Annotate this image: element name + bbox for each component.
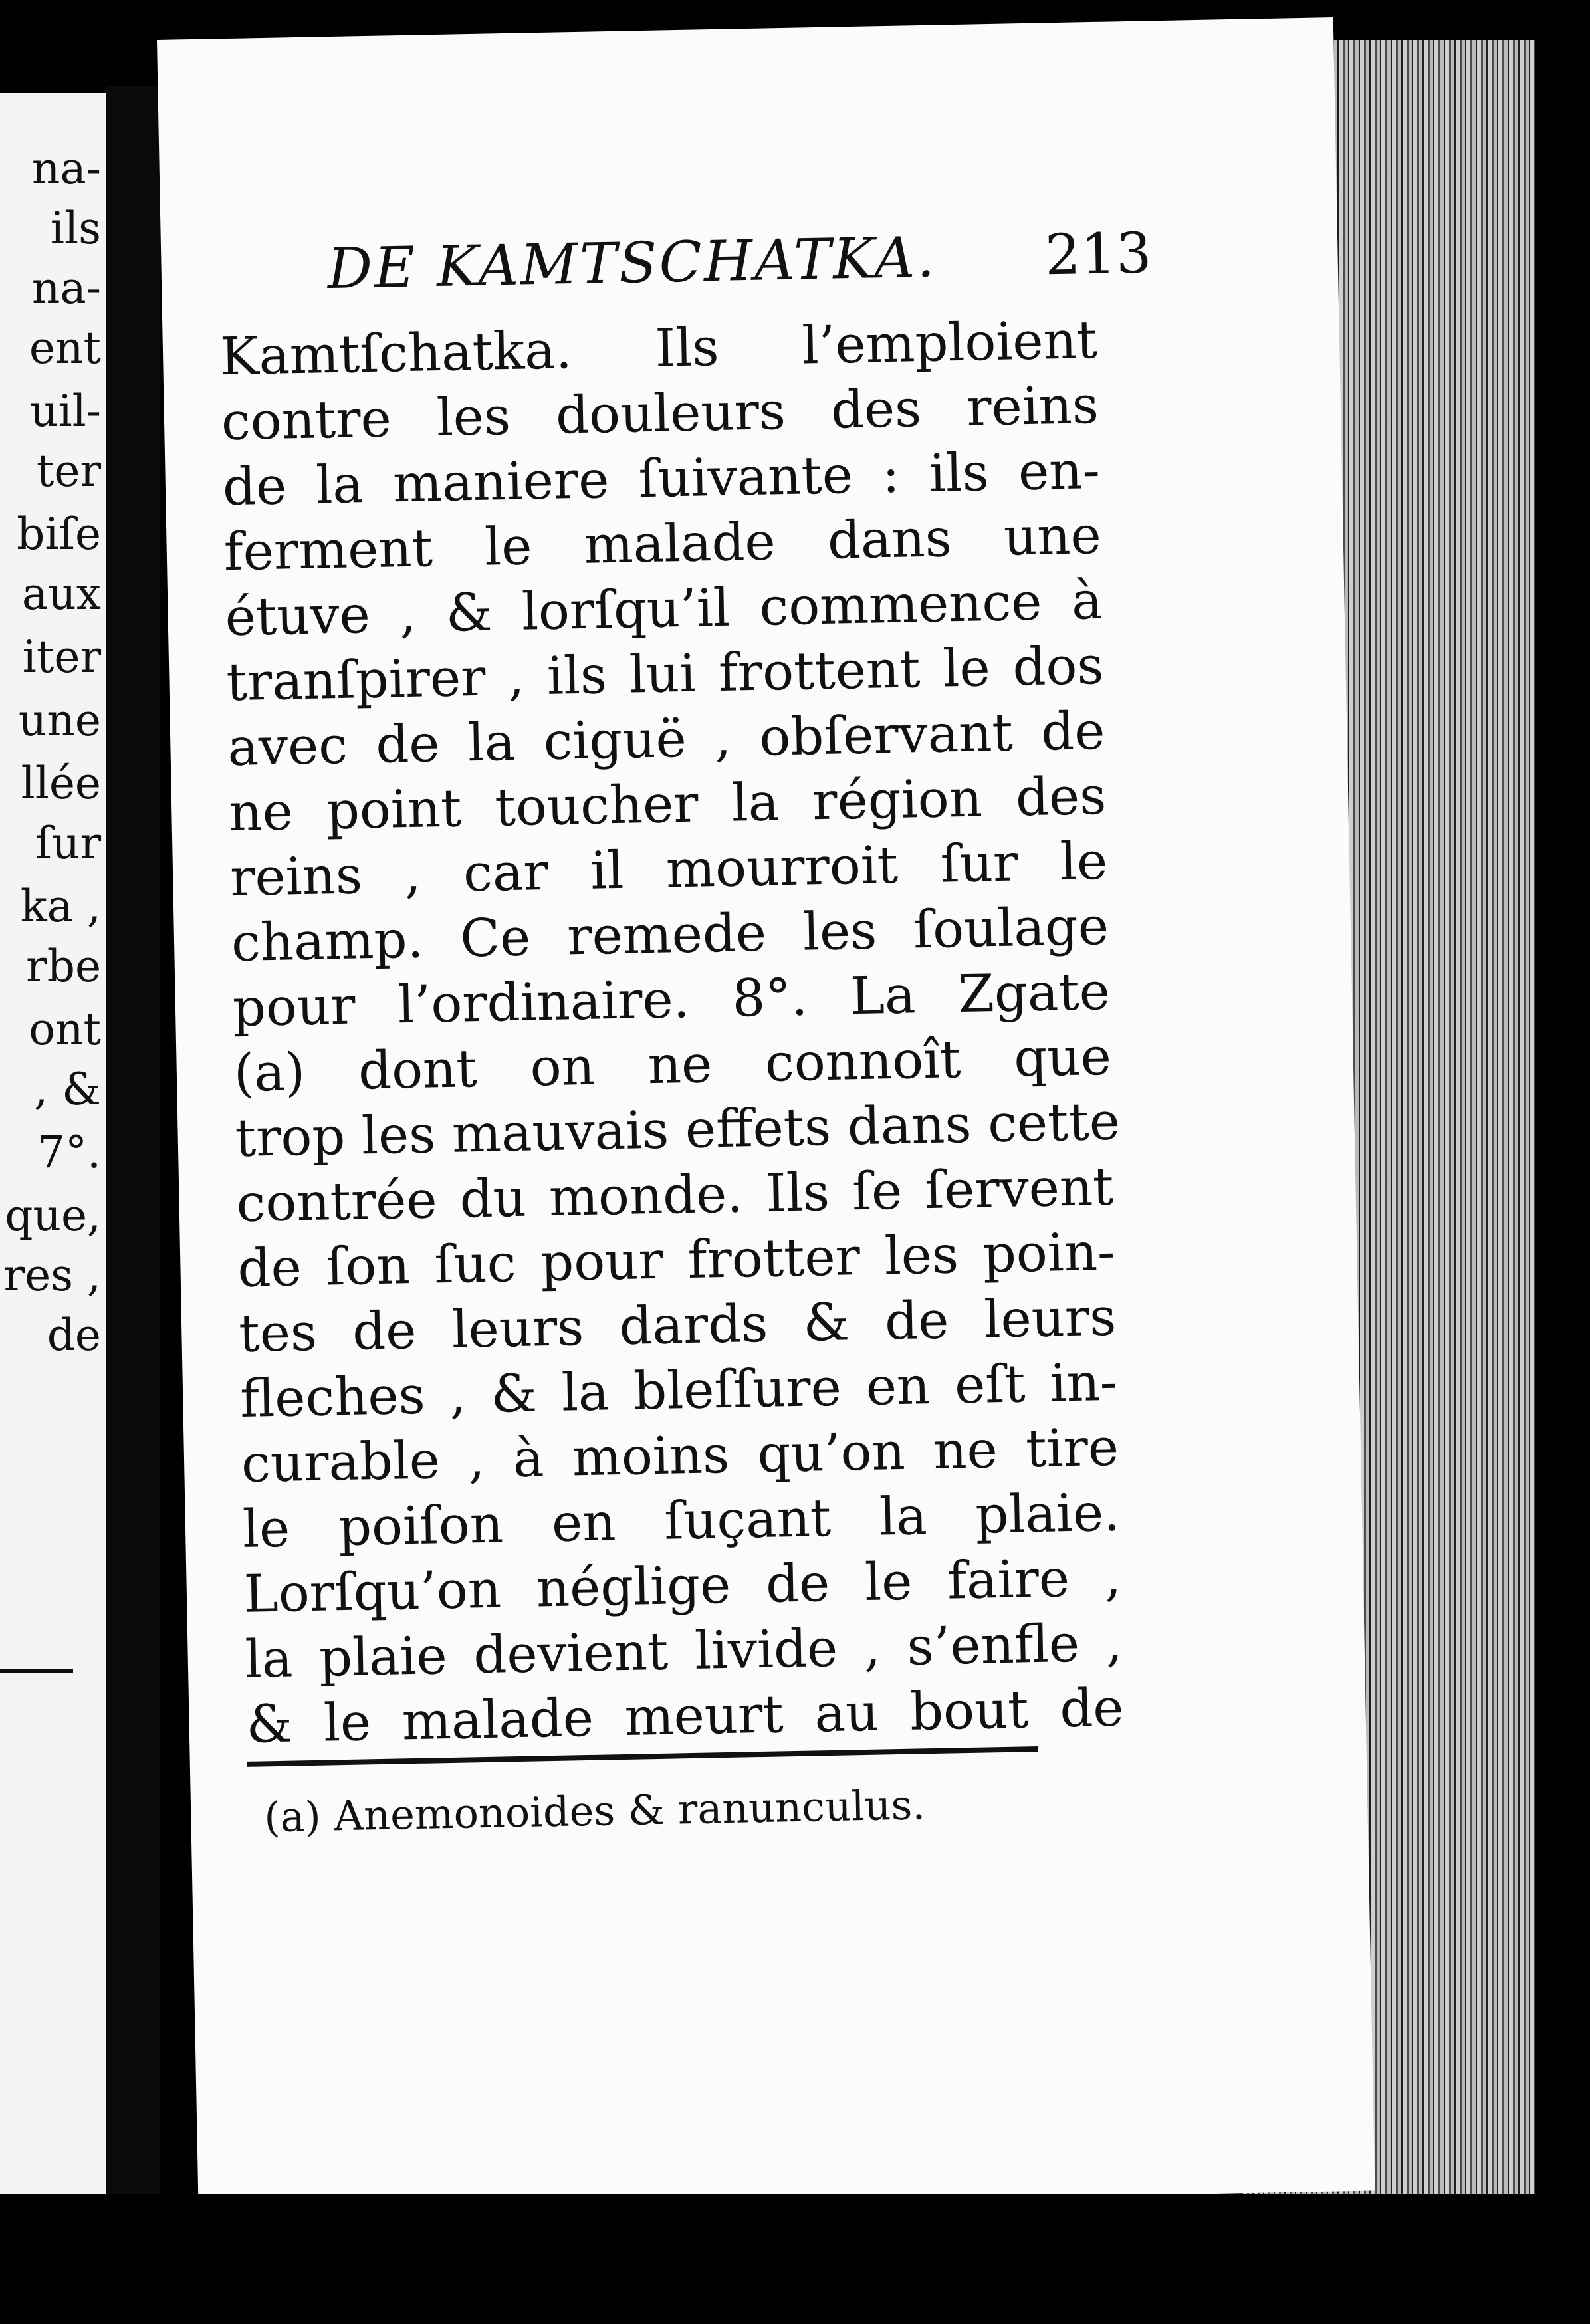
left-fragment: 7°. bbox=[37, 1127, 101, 1178]
left-fragment: uil- bbox=[29, 386, 101, 437]
text-line: pour l’ordinaire. 8°. La Zgate bbox=[232, 961, 1111, 1039]
left-fragment: ter bbox=[36, 445, 101, 497]
text-line: curable , à moins qu’on ne tire bbox=[241, 1417, 1119, 1494]
left-fragment: res , bbox=[3, 1250, 101, 1301]
book-page bbox=[157, 17, 1375, 2213]
text-line: (a) dont on ne connoît que bbox=[233, 1026, 1112, 1104]
text-line: contrée du monde. Ils ſe ſervent bbox=[235, 1157, 1115, 1234]
text-line: Lorſqu’on néglige de le faire , bbox=[243, 1548, 1122, 1625]
left-fragment: llée bbox=[21, 758, 101, 809]
text-line: trop les mauvais effets dans cette bbox=[234, 1092, 1121, 1169]
left-fragment: biſe bbox=[17, 509, 101, 560]
text-line: de la maniere ſuivante : ils en- bbox=[222, 440, 1101, 518]
text-line: fleches , & la bleſſure en eſt in- bbox=[239, 1352, 1118, 1429]
body-text bbox=[219, 308, 1124, 1758]
left-fragment: de bbox=[47, 1310, 101, 1361]
text-line: avec de la ciguë , obſervant de bbox=[227, 701, 1106, 778]
left-fragment: ſur bbox=[35, 818, 101, 869]
left-fragment: iter bbox=[22, 632, 101, 683]
left-fragment: ent bbox=[29, 322, 101, 374]
text-line: Kamtſchatka. Ils l’emploient bbox=[219, 310, 1098, 388]
text-line: de ſon ſuc pour frotter les poin- bbox=[237, 1222, 1116, 1299]
bottom-margin-shadow bbox=[0, 2194, 1590, 2324]
text-line: champ. Ce remede les ſoulage bbox=[231, 896, 1109, 974]
page-number: 213 bbox=[1044, 220, 1153, 288]
text-line: la plaie devient livide , s’enfle , bbox=[244, 1613, 1123, 1690]
left-fragment: ka , bbox=[20, 881, 101, 932]
left-fragment: na- bbox=[31, 143, 101, 194]
book-gutter bbox=[106, 86, 160, 2254]
text-line: le poiſon en ſuçant la plaie. bbox=[242, 1482, 1121, 1560]
left-fragment: que, bbox=[5, 1190, 101, 1241]
left-fragment: ont bbox=[29, 1004, 101, 1055]
left-fragment: une bbox=[18, 695, 101, 746]
left-fragment: rbe bbox=[26, 941, 101, 992]
text-line: tranſpirer , ils lui frottent le dos bbox=[225, 636, 1105, 713]
text-line: contre les douleurs des reins bbox=[221, 375, 1099, 453]
text-line: reins , car il mourroit ſur le bbox=[229, 831, 1108, 909]
left-fragment: na- bbox=[31, 263, 101, 314]
text-line: ferment le malade dans une bbox=[223, 505, 1102, 583]
text-line: & le malade meurt au bout de bbox=[245, 1678, 1125, 1755]
left-fragment: ils bbox=[50, 203, 101, 254]
text-line: ne point toucher la région des bbox=[228, 766, 1107, 844]
footnote: (a) Anemonoides & ranunculus. bbox=[263, 1780, 926, 1842]
left-page-rule bbox=[0, 1669, 73, 1673]
text-line: étuve , & lorſqu’il commence à bbox=[224, 570, 1103, 648]
page-header bbox=[327, 220, 1153, 316]
left-fragment: , & bbox=[34, 1064, 101, 1115]
running-title: DE KAMTSCHATKA. bbox=[326, 224, 937, 302]
left-fragment: aux bbox=[21, 568, 101, 620]
previous-page-fragment bbox=[0, 93, 106, 2247]
text-line: tes de leurs dards & de leurs bbox=[238, 1287, 1117, 1364]
